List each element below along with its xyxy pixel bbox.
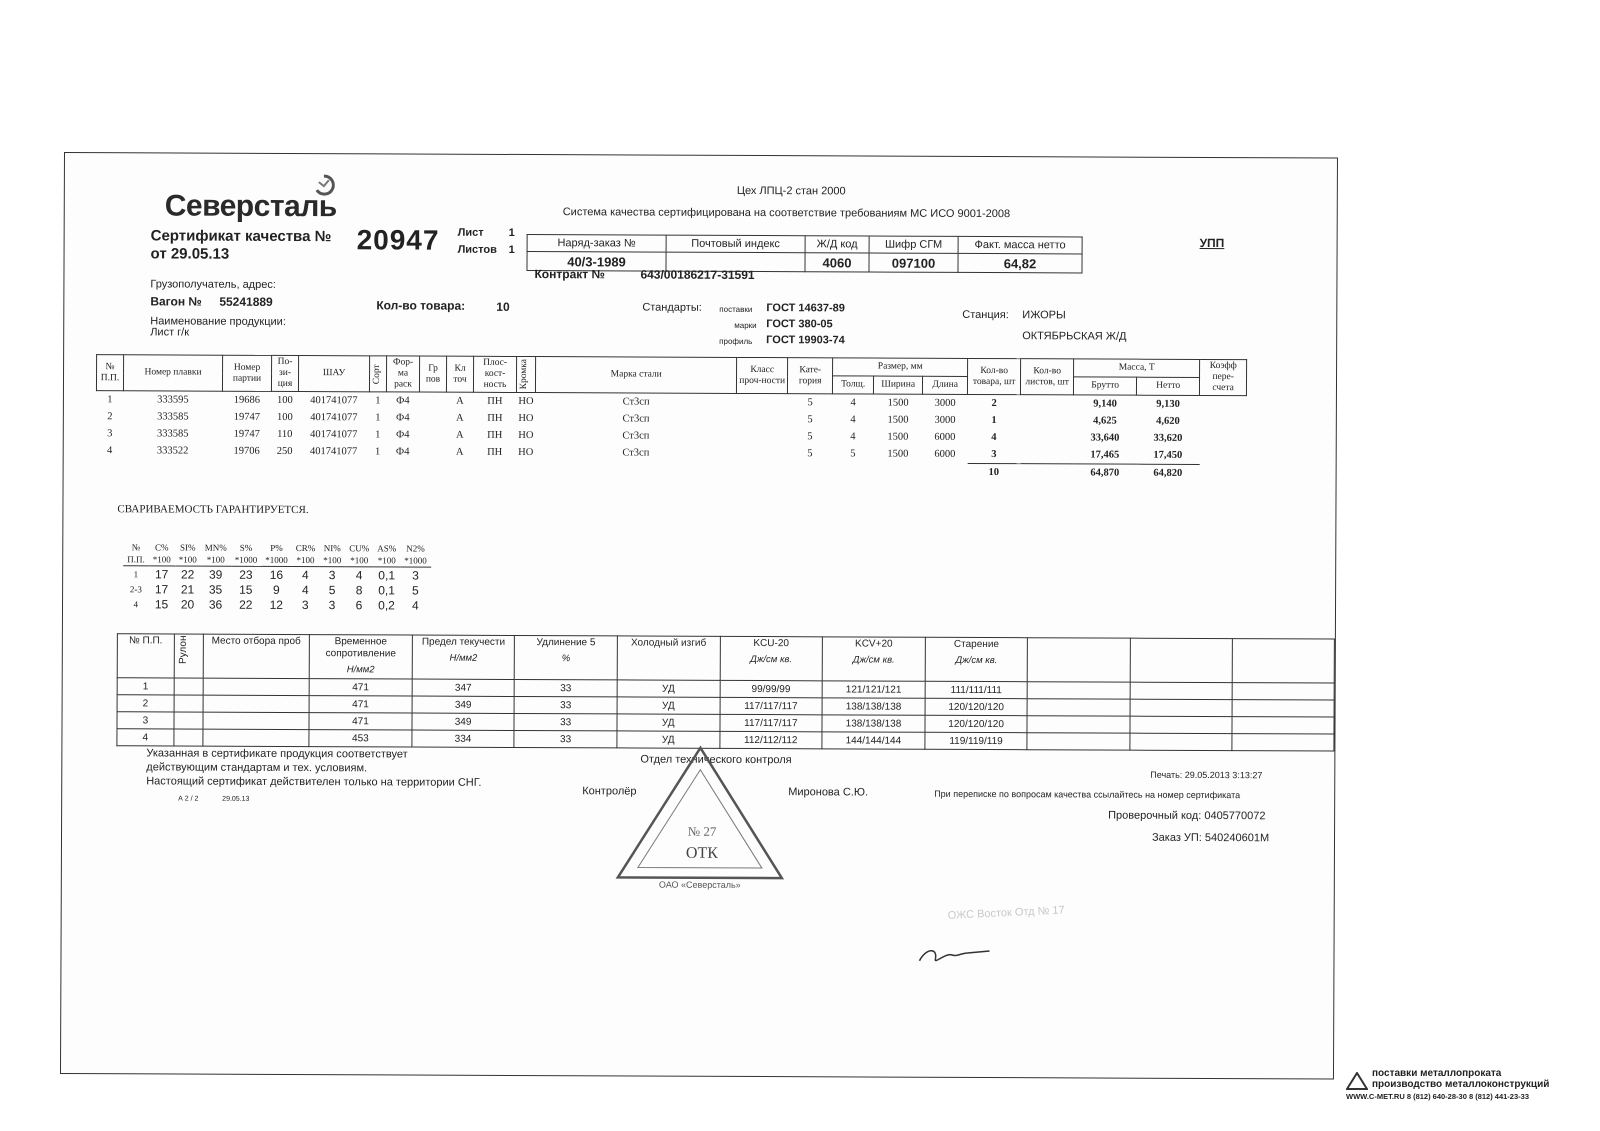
cell: 17,465 <box>1090 449 1120 461</box>
mech-col-roll: Рулон <box>177 635 189 665</box>
cell: 401741077 <box>310 429 358 441</box>
col-pp: № П.П. <box>96 355 123 391</box>
total-net: 64,820 <box>1136 464 1199 482</box>
cell: 3 <box>117 712 174 729</box>
mech-col-kcu-unit: Дж/см кв. <box>750 653 793 666</box>
cell: 333522 <box>156 445 189 457</box>
cell: 5 <box>807 414 813 426</box>
chem-multiplier: *100 <box>319 554 345 567</box>
cell: 401741077 <box>310 395 358 407</box>
cell: 5 <box>411 583 419 598</box>
page-code: А 2 / 2 <box>178 795 199 803</box>
cell: 9 <box>272 582 280 597</box>
contract-label: Контракт № <box>534 267 605 282</box>
sheets-value: 1 <box>508 243 515 256</box>
cell: 5 <box>807 448 813 460</box>
cell: 17 <box>154 581 169 596</box>
cell <box>1020 429 1073 446</box>
col-heat: Номер плавки <box>123 355 222 391</box>
cell: УД <box>617 697 720 714</box>
cell: Ф4 <box>396 412 410 424</box>
wagon-label: Вагон № <box>150 294 202 309</box>
chem-row <box>123 596 431 612</box>
col-batch: Номер партии <box>222 355 271 391</box>
cell <box>737 393 788 411</box>
cell: НО <box>518 447 534 459</box>
cell <box>419 427 446 444</box>
cell: 1500 <box>887 431 909 443</box>
cell: 8 <box>355 582 363 597</box>
cell: 100 <box>276 411 293 424</box>
cell: 33 <box>514 696 617 713</box>
cell: Ст3сп <box>622 430 650 442</box>
cell: Ф4 <box>395 429 410 441</box>
cell: Ст3сп <box>622 413 650 425</box>
chem-header: AS% <box>377 543 397 554</box>
cell: 453 <box>309 730 412 747</box>
cell: 2-3 <box>129 583 142 594</box>
chem-multiplier: П.П. <box>123 553 149 566</box>
cell: 112/112/112 <box>719 731 822 748</box>
cell: Ст3сп <box>622 396 650 408</box>
col-steel: Марка стали <box>536 357 737 394</box>
chem-multiplier: *1000 <box>261 554 292 567</box>
compliance-line-3: Настоящий сертификат действителен только на территории СНГ. <box>146 775 482 789</box>
brand-triangle-icon <box>1346 1072 1368 1090</box>
cell: 1500 <box>887 397 909 409</box>
col-shau: ШАУ <box>298 356 369 392</box>
cell: 1500 <box>887 448 909 460</box>
chem-header: C% <box>155 542 169 553</box>
controller-name: Миронова С.Ю. <box>788 786 869 799</box>
cell: 19706 <box>233 445 260 458</box>
brand-line-1: поставки металлопроката <box>1372 1068 1502 1079</box>
goods-qty-value: 10 <box>496 299 510 314</box>
page-date: 29.05.13 <box>222 795 250 803</box>
cell: ПН <box>487 447 503 459</box>
cell: 4,625 <box>1093 415 1117 427</box>
station-railway: ОКТЯБРЬСКАЯ Ж/Д <box>1022 330 1127 343</box>
col-length: Длина <box>923 376 968 394</box>
cell: 1 <box>375 429 381 441</box>
cell: 4 <box>301 582 309 597</box>
cell: 4 <box>117 729 174 746</box>
cell: 0,2 <box>378 597 395 612</box>
station-label: Станция: <box>962 308 1009 322</box>
col-qty-goods: Кол-во товара, шт <box>968 358 1021 394</box>
cell: 4 <box>850 397 856 409</box>
chem-header: P% <box>270 542 283 553</box>
cell: 6000 <box>934 431 956 443</box>
cell: 33 <box>514 713 617 730</box>
net-mass-value: 64,82 <box>958 253 1082 273</box>
cell: 3 <box>328 597 336 612</box>
check-code: Проверочный код: 0405770072 <box>1108 809 1266 823</box>
mechanical-properties-table <box>116 633 1334 751</box>
mech-col-aging: Старение <box>953 638 1000 651</box>
cell: Ст3сп <box>622 447 650 459</box>
goods-table <box>96 354 1248 482</box>
stamp-label: ОТК <box>685 844 718 862</box>
certificate-number: 20947 <box>356 224 440 256</box>
chem-multiplier: *1000 <box>400 554 431 567</box>
cell: 3000 <box>934 414 956 426</box>
certificate-label: Сертификат качества № <box>150 227 332 246</box>
cell: 471 <box>309 679 412 696</box>
sheets-label: Листов <box>457 243 497 256</box>
order-header: Наряд-заказ № <box>527 235 666 253</box>
order-value: 40/3-1989 <box>527 252 666 272</box>
col-coef: Коэфф пере-счета <box>1200 359 1247 395</box>
cell: 1500 <box>887 414 909 426</box>
cell: 4 <box>302 567 309 582</box>
cell: 22 <box>180 567 195 582</box>
cell: 3 <box>107 428 113 440</box>
mech-col-pp: № П.П. <box>117 634 174 678</box>
cell: ПН <box>487 429 503 441</box>
cell: 0,1 <box>378 582 395 597</box>
cell: 4 <box>411 598 419 613</box>
cell: 121/121/121 <box>822 681 925 698</box>
sgm-code-value: 097100 <box>869 253 958 272</box>
chem-multiplier: *100 <box>345 554 373 567</box>
sgm-code-header: Шифр СГМ <box>869 236 958 253</box>
cell: 0,1 <box>378 567 396 582</box>
cell: 35 <box>208 582 223 597</box>
net-mass-header: Факт. масса нетто <box>958 236 1082 254</box>
mech-col-empty <box>1028 638 1130 682</box>
cell: 9,130 <box>1156 398 1180 410</box>
chem-header: S% <box>239 542 253 553</box>
cell <box>419 444 446 462</box>
cell: Ф4 <box>396 395 410 407</box>
cell: 138/138/138 <box>822 715 925 732</box>
cell: 250 <box>276 446 293 458</box>
quality-system-note: Система качества сертифицирована на соответствие требованиям МС ИСО 9001-2008 <box>562 206 1011 221</box>
cell: 119/119/119 <box>925 732 1028 749</box>
cell: 17 <box>154 566 169 581</box>
col-class: Класс проч-ности <box>737 357 788 393</box>
cell: 138/138/138 <box>822 698 925 715</box>
mech-col-place: Место отбора проб <box>203 634 310 678</box>
cell: 349 <box>412 713 515 730</box>
sheet-label: Лист <box>457 226 484 239</box>
chem-multiplier: *1000 <box>231 554 262 567</box>
cell: 1 <box>375 446 381 458</box>
cell <box>1199 447 1246 465</box>
cell: НО <box>518 429 534 442</box>
chem-header: MN% <box>204 542 227 553</box>
cell: 401741077 <box>310 412 358 424</box>
chem-row <box>123 581 431 597</box>
chemistry-table <box>123 541 431 612</box>
cell: 3 <box>412 568 419 583</box>
cell: 144/144/144 <box>822 732 925 749</box>
cell: 111/111/111 <box>925 681 1028 698</box>
chem-row <box>123 566 431 583</box>
product-name: Лист г/к <box>150 326 190 339</box>
cell: 333585 <box>156 428 189 440</box>
standard-grade-label: марки <box>734 320 757 331</box>
chem-header: CU% <box>349 543 370 554</box>
mech-col-tensile-unit: Н/мм2 <box>346 664 375 676</box>
cell: 4 <box>850 431 856 443</box>
cell <box>1200 395 1247 413</box>
cell: 3 <box>991 449 997 461</box>
cell <box>1020 412 1073 429</box>
cell: 349 <box>412 696 515 713</box>
mech-col-kcv: KCV+20 <box>855 638 893 650</box>
postcode-header: Почтовый индекс <box>666 235 805 253</box>
col-gross: Брутто <box>1074 377 1137 395</box>
weldability-note: СВАРИВАЕМОСТЬ ГАРАНТИРУЕТСЯ. <box>117 503 309 517</box>
cell: 110 <box>277 428 293 440</box>
col-thick: Толщ. <box>833 376 874 394</box>
total-gross: 64,870 <box>1073 464 1136 482</box>
mech-col-yield-unit: Н/мм2 <box>449 652 478 664</box>
cell: 120/120/120 <box>925 698 1028 715</box>
col-sort: Сорт <box>371 363 383 384</box>
col-pos: По-зи-ция <box>271 355 298 391</box>
cell: 12 <box>269 597 283 612</box>
cell: НО <box>518 395 534 408</box>
brand-line-2: производство металлоконструкций <box>1372 1079 1550 1090</box>
col-width: Ширина <box>874 376 923 394</box>
standards-label: Стандарты: <box>642 301 702 314</box>
col-acc: Кл точ <box>446 356 473 392</box>
col-cat: Кате-гория <box>788 358 833 394</box>
mech-col-bend: Холодный изгиб <box>617 636 720 680</box>
chem-header: № <box>131 542 141 553</box>
col-grp: Гр пов <box>419 356 446 392</box>
cell: 2 <box>107 411 113 423</box>
cell: УД <box>617 714 720 731</box>
cell: 4 <box>850 414 856 426</box>
cell: 33,640 <box>1090 432 1120 444</box>
cell <box>419 410 446 427</box>
cell <box>1199 430 1246 447</box>
cell: 1 <box>117 678 174 695</box>
station-name: ИЖОРЫ <box>1022 309 1066 322</box>
print-timestamp: Печать: 29.05.2013 3:13:27 <box>1150 769 1263 781</box>
cell: 117/117/117 <box>719 714 822 731</box>
cell: 5 <box>328 582 336 597</box>
standard-profile-label: профиль <box>719 336 753 347</box>
cell <box>1021 395 1074 413</box>
mech-col-yield: Предел текучести <box>421 636 506 648</box>
cell: 1 <box>375 412 381 424</box>
cell <box>736 445 787 463</box>
cell: 2 <box>117 695 174 712</box>
cell: 4,620 <box>1156 415 1180 427</box>
col-qty-sheets: Кол-во листов, шт <box>1021 359 1074 395</box>
mech-col-empty <box>1130 638 1232 682</box>
cell: 23 <box>239 567 253 582</box>
workshop-label: Цех ЛПЦ-2 стан 2000 <box>736 184 846 198</box>
order-up: Заказ УП: 540240601М <box>1151 831 1270 845</box>
certificate-date: от 29.05.13 <box>150 245 230 263</box>
compliance-line-2: действующим стандартам и тех. условиям. <box>146 761 368 775</box>
cell: 2 <box>991 398 997 410</box>
mech-col-elong: Удлинение 5 <box>536 637 596 649</box>
chem-header: CR% <box>295 543 316 554</box>
chem-multiplier: *100 <box>201 554 231 567</box>
goods-total-row <box>96 460 1246 483</box>
chem-multiplier: *100 <box>175 553 201 566</box>
compliance-line-1: Указанная в сертификате продукция соответствует <box>146 747 408 761</box>
cell <box>419 392 446 410</box>
cell: 334 <box>412 730 515 747</box>
cell: А <box>455 446 464 458</box>
cell: 19747 <box>233 411 260 423</box>
brand-line-3: WWW.C-MET.RU 8 (812) 640-28-30 8 (812) 441-23-33 <box>1346 1092 1529 1101</box>
col-flat: Плос-кост-ность <box>473 356 516 392</box>
cell: А <box>456 395 464 407</box>
cell: 9,140 <box>1093 398 1117 410</box>
cell: 19686 <box>233 394 261 406</box>
cell: 39 <box>208 567 223 582</box>
cell: 1 <box>991 415 997 427</box>
cell: 22 <box>239 597 253 612</box>
cell: 36 <box>208 597 223 612</box>
cell: 117/117/117 <box>720 697 823 714</box>
chem-header: SI% <box>180 542 196 553</box>
cell: 6000 <box>934 449 956 461</box>
cell: УД <box>617 731 720 748</box>
cell: УД <box>617 680 720 697</box>
cell: А <box>456 412 464 424</box>
cell: 4 <box>107 445 113 457</box>
cell: 4 <box>355 567 363 582</box>
standard-delivery: ГОСТ 14637-89 <box>766 302 845 315</box>
cell: 20 <box>180 597 195 612</box>
mech-col-tensile: Временное сопротивление <box>325 636 396 660</box>
cell: 33 <box>514 730 617 747</box>
contract-value: 643/00186217-31591 <box>640 267 755 283</box>
cell: 4 <box>991 432 997 444</box>
cell: 347 <box>412 679 515 696</box>
severstal-logo-icon <box>313 174 335 196</box>
otk-stamp <box>610 739 791 890</box>
cell: 15 <box>154 596 169 611</box>
cell <box>1199 413 1246 430</box>
cell: 3 <box>301 597 309 612</box>
rail-code-value: 4060 <box>805 253 869 272</box>
cell: 4 <box>133 598 139 609</box>
certificate-document <box>60 152 1338 1080</box>
cell: 1 <box>375 395 381 407</box>
total-qty: 10 <box>967 463 1020 481</box>
cell <box>736 428 787 445</box>
cell: Ф4 <box>395 446 410 458</box>
cell: 5 <box>850 448 856 460</box>
cell: 333585 <box>157 411 189 423</box>
chem-header: N2% <box>406 543 425 554</box>
cell: 17,450 <box>1153 449 1183 461</box>
standard-profile: ГОСТ 19903-74 <box>766 334 845 347</box>
cell: 1 <box>133 568 139 579</box>
mech-col-aging-unit: Дж/см кв. <box>955 654 998 667</box>
stamp-number: № 27 <box>687 823 717 839</box>
cell: 471 <box>309 713 412 730</box>
col-mass: Масса, Т <box>1074 359 1200 378</box>
col-net: Нетто <box>1137 377 1200 395</box>
faint-stamp-text: ОЖС Восток Отд № 17 <box>947 904 1065 922</box>
wagon-value: 55241889 <box>219 294 273 309</box>
cell: А <box>455 429 464 441</box>
reference-note: При переписке по вопросам качества ссылайтесь на номер сертификата <box>934 788 1241 801</box>
cell: 5 <box>807 431 813 443</box>
mech-col-empty <box>1232 639 1334 683</box>
cell: 33 <box>514 679 617 696</box>
cell: ПН <box>487 395 503 407</box>
cell: 5 <box>807 397 813 409</box>
cell: ПН <box>487 412 503 424</box>
cell <box>736 411 787 428</box>
cell: 33,620 <box>1153 432 1183 444</box>
sheet-value: 1 <box>508 226 515 239</box>
cell <box>1020 446 1073 464</box>
standard-delivery-label: поставки <box>719 304 753 315</box>
standard-grade: ГОСТ 380-05 <box>766 318 833 331</box>
goods-qty-label: Кол-во товара: <box>376 298 466 313</box>
cell: НО <box>518 412 534 425</box>
upp-label: УПП <box>1199 235 1225 251</box>
cell: 6 <box>355 597 363 612</box>
col-edge: Кромка <box>518 359 530 390</box>
signature <box>915 939 995 969</box>
otk-label: Отдел технического контроля <box>640 753 792 767</box>
mech-col-elong-unit: % <box>561 653 571 665</box>
chem-multiplier: *100 <box>149 553 175 566</box>
mech-col-kcu: KCU-20 <box>753 638 789 650</box>
chem-multiplier: *100 <box>373 554 400 567</box>
company-logo: Северсталь <box>164 189 337 224</box>
cell: 16 <box>269 567 284 582</box>
cell: 333595 <box>157 394 189 406</box>
cell: 21 <box>180 582 195 597</box>
cell: 3 <box>328 567 336 582</box>
consignee-label: Грузополучатель, адрес: <box>150 278 276 291</box>
cell: 19747 <box>233 428 260 440</box>
mech-col-kcv-unit: Дж/см кв. <box>852 654 895 666</box>
cell: 471 <box>309 696 412 713</box>
cell: 401741077 <box>310 446 358 458</box>
col-size: Размер, мм <box>833 358 968 377</box>
chem-header: NI% <box>323 543 341 554</box>
cell: 99/99/99 <box>720 680 823 697</box>
product-name-label: Наименование продукции: <box>150 315 286 328</box>
chem-multiplier: *100 <box>292 554 320 567</box>
rail-code-header: Ж/Д код <box>805 236 869 253</box>
header-info-table <box>526 234 1082 273</box>
col-form: Фор-ма раск <box>386 356 419 392</box>
cell: 15 <box>239 582 253 597</box>
cell: 100 <box>277 394 293 407</box>
controller-label: Контролёр <box>582 785 637 798</box>
cell: 1 <box>107 394 113 406</box>
stamp-company: ОАО «Северсталь» <box>658 879 741 890</box>
cell: 120/120/120 <box>925 715 1028 732</box>
cell: 3000 <box>934 397 956 409</box>
